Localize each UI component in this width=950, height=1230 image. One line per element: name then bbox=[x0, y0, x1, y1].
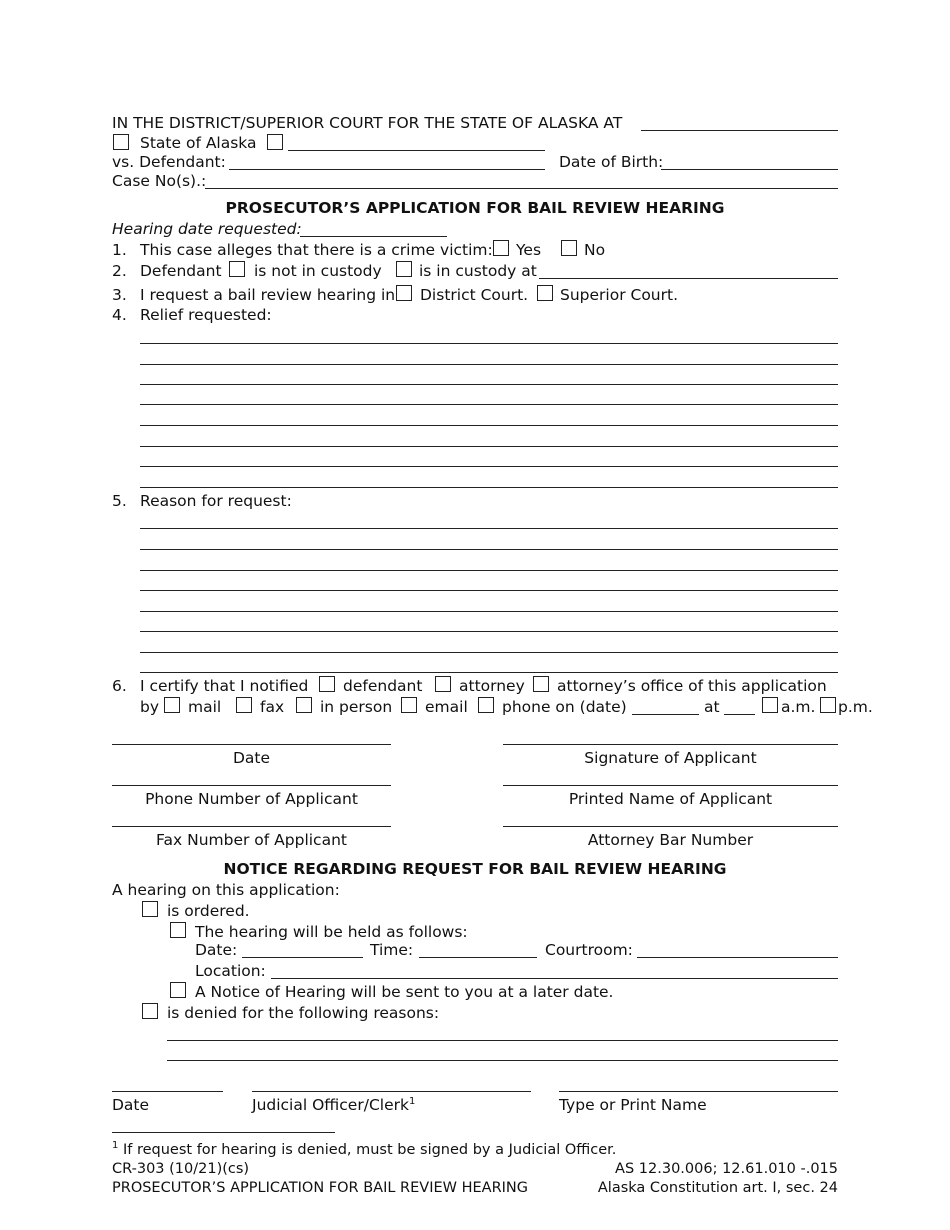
relief-line[interactable] bbox=[140, 364, 838, 365]
time-field[interactable] bbox=[724, 714, 755, 715]
printed-name-caption: Printed Name of Applicant bbox=[568, 790, 773, 808]
crime-victim-question: This case alleges that there is a crime victim: bbox=[140, 241, 493, 259]
is-ordered-checkbox[interactable] bbox=[142, 901, 158, 917]
item-number-6: 6. bbox=[112, 677, 127, 695]
am-checkbox[interactable] bbox=[762, 697, 778, 713]
judicial-officer-caption bbox=[252, 1096, 415, 1114]
by-fax-label: fax bbox=[260, 698, 285, 716]
bail-review-court-label: I request a bail review hearing in bbox=[140, 286, 396, 304]
relief-line[interactable] bbox=[140, 446, 838, 447]
court-line: IN THE DISTRICT/SUPERIOR COURT FOR THE STATE OF ALASKA AT bbox=[112, 114, 623, 132]
notice-title: NOTICE REGARDING REQUEST FOR BAIL REVIEW HEARING bbox=[223, 860, 727, 878]
by-mail-label: mail bbox=[188, 698, 222, 716]
printed-name-line[interactable] bbox=[503, 785, 838, 786]
date-of-birth-label: Date of Birth: bbox=[559, 153, 664, 171]
case-no-label: Case No(s).: bbox=[112, 172, 207, 190]
notified-attorney-office-label: attorney’s office of this application bbox=[557, 677, 827, 695]
item-number-3: 3. bbox=[112, 286, 127, 304]
is-denied-checkbox[interactable] bbox=[142, 1003, 158, 1019]
reason-line[interactable] bbox=[140, 528, 838, 529]
crime-victim-no-label: No bbox=[584, 241, 606, 259]
crime-victim-yes-label: Yes bbox=[516, 241, 542, 259]
later-notice-label: A Notice of Hearing will be sent to you at a later date. bbox=[195, 983, 614, 1001]
at-label: at bbox=[704, 698, 720, 716]
reason-line[interactable] bbox=[140, 611, 838, 612]
in-person-label: in person bbox=[320, 698, 393, 716]
location-label: Location: bbox=[195, 962, 266, 980]
notified-attorney-checkbox[interactable] bbox=[435, 676, 451, 692]
statute-reference: AS 12.30.006; 12.61.010 -.015 bbox=[615, 1161, 838, 1177]
form-title: PROSECUTOR’S APPLICATION FOR BAIL REVIEW HEARING bbox=[225, 199, 725, 217]
footnote-reference: 1 bbox=[408, 1095, 416, 1107]
custody-location-field[interactable] bbox=[539, 278, 838, 279]
in-custody-at-label: is in custody at bbox=[419, 262, 537, 280]
date-caption: Date bbox=[232, 749, 271, 767]
other-plaintiff-field[interactable] bbox=[288, 150, 545, 151]
not-in-custody-checkbox[interactable] bbox=[229, 261, 245, 277]
courtroom-label: Courtroom: bbox=[545, 941, 633, 959]
form-number: CR-303 (10/21)(cs) bbox=[112, 1161, 250, 1177]
later-notice-checkbox[interactable] bbox=[170, 982, 186, 998]
in-custody-checkbox[interactable] bbox=[396, 261, 412, 277]
notified-by-label: by bbox=[140, 698, 160, 716]
notified-attorney-label: attorney bbox=[459, 677, 525, 695]
by-mail-checkbox[interactable] bbox=[164, 697, 180, 713]
item-number-1: 1. bbox=[112, 241, 127, 259]
footnote-separator bbox=[112, 1132, 335, 1133]
denial-reason-line[interactable] bbox=[167, 1040, 838, 1041]
pm-checkbox[interactable] bbox=[820, 697, 836, 713]
in-person-checkbox[interactable] bbox=[296, 697, 312, 713]
defendant-custody-label: Defendant bbox=[140, 262, 222, 280]
bar-number-caption: Attorney Bar Number bbox=[587, 831, 754, 849]
footnote bbox=[112, 1141, 616, 1159]
bottom-date-line[interactable] bbox=[112, 1091, 223, 1092]
reason-line[interactable] bbox=[140, 590, 838, 591]
hearing-date-requested-field[interactable] bbox=[300, 236, 447, 237]
bar-number-line[interactable] bbox=[503, 826, 838, 827]
hearing-date-requested-label: Hearing date requested: bbox=[112, 220, 302, 238]
held-as-follows-label: The hearing will be held as follows: bbox=[195, 923, 468, 941]
reason-for-request-label: Reason for request: bbox=[140, 492, 292, 510]
held-as-follows-checkbox[interactable] bbox=[170, 922, 186, 938]
hearing-date-label: Date: bbox=[195, 941, 238, 959]
notified-defendant-checkbox[interactable] bbox=[319, 676, 335, 692]
case-no-field[interactable] bbox=[205, 188, 838, 189]
reason-line[interactable] bbox=[140, 549, 838, 550]
phone-on-date-label: phone on (date) bbox=[502, 698, 627, 716]
item-number-5: 5. bbox=[112, 492, 127, 510]
crime-victim-yes-checkbox[interactable] bbox=[493, 240, 509, 256]
notified-defendant-label: defendant bbox=[343, 677, 423, 695]
relief-line[interactable] bbox=[140, 384, 838, 385]
hearing-date-field[interactable] bbox=[242, 957, 363, 958]
signature-caption: Signature of Applicant bbox=[584, 749, 757, 767]
type-name-line[interactable] bbox=[559, 1091, 838, 1092]
pm-label: p.m. bbox=[838, 698, 873, 716]
hearing-time-label: Time: bbox=[370, 941, 414, 959]
state-of-alaska-label: State of Alaska bbox=[140, 134, 257, 152]
phone-number-line[interactable] bbox=[112, 785, 391, 786]
phone-number-caption: Phone Number of Applicant bbox=[145, 790, 358, 808]
superior-court-checkbox[interactable] bbox=[537, 285, 553, 301]
court-location-field[interactable] bbox=[641, 130, 838, 131]
judicial-officer-line[interactable] bbox=[252, 1091, 531, 1092]
not-in-custody-label: is not in custody bbox=[254, 262, 382, 280]
relief-line[interactable] bbox=[140, 425, 838, 426]
notified-attorney-office-checkbox[interactable] bbox=[533, 676, 549, 692]
relief-requested-label: Relief requested: bbox=[140, 306, 272, 324]
reason-line[interactable] bbox=[140, 672, 838, 673]
district-court-checkbox[interactable] bbox=[396, 285, 412, 301]
by-email-label: email bbox=[425, 698, 468, 716]
certify-notified-label: I certify that I notified bbox=[140, 677, 309, 695]
relief-line[interactable] bbox=[140, 487, 838, 488]
by-fax-checkbox[interactable] bbox=[236, 697, 252, 713]
hearing-time-field[interactable] bbox=[419, 957, 537, 958]
notice-intro: A hearing on this application: bbox=[112, 881, 340, 899]
constitution-reference: Alaska Constitution art. I, sec. 24 bbox=[597, 1180, 838, 1196]
other-plaintiff-checkbox[interactable] bbox=[267, 134, 283, 150]
relief-line[interactable] bbox=[140, 404, 838, 405]
defendant-name-field[interactable] bbox=[229, 169, 545, 170]
superior-court-label: Superior Court. bbox=[560, 286, 679, 304]
reason-line[interactable] bbox=[140, 652, 838, 653]
fax-number-line[interactable] bbox=[112, 826, 391, 827]
footnote-mark: 1 bbox=[112, 1140, 119, 1152]
by-phone-checkbox[interactable] bbox=[478, 697, 494, 713]
date-signature-line[interactable] bbox=[112, 744, 391, 745]
is-denied-label: is denied for the following reasons: bbox=[167, 1004, 440, 1022]
footnote-text: If request for hearing is denied, must be signed by a Judicial Officer. bbox=[118, 1142, 617, 1158]
applicant-signature-line[interactable] bbox=[503, 744, 838, 745]
courtroom-field[interactable] bbox=[637, 957, 838, 958]
am-label: a.m. bbox=[781, 698, 816, 716]
is-ordered-label: is ordered. bbox=[167, 902, 250, 920]
denial-reason-line[interactable] bbox=[167, 1060, 838, 1061]
defendant-label: vs. Defendant: bbox=[112, 153, 226, 171]
reason-line[interactable] bbox=[140, 631, 838, 632]
reason-line[interactable] bbox=[140, 570, 838, 571]
footer-form-title: PROSECUTOR’S APPLICATION FOR BAIL REVIEW HEARING bbox=[112, 1180, 529, 1196]
location-field[interactable] bbox=[271, 978, 838, 979]
by-email-checkbox[interactable] bbox=[401, 697, 417, 713]
phone-date-field[interactable] bbox=[632, 714, 699, 715]
item-number-4: 4. bbox=[112, 306, 127, 324]
relief-line[interactable] bbox=[140, 343, 838, 344]
judicial-officer-text: Judicial Officer/Clerk bbox=[252, 1096, 409, 1114]
fax-number-caption: Fax Number of Applicant bbox=[156, 831, 347, 849]
date-of-birth-field[interactable] bbox=[661, 169, 838, 170]
state-of-alaska-checkbox[interactable] bbox=[113, 134, 129, 150]
type-name-caption: Type or Print Name bbox=[559, 1096, 707, 1114]
item-number-2: 2. bbox=[112, 262, 127, 280]
crime-victim-no-checkbox[interactable] bbox=[561, 240, 577, 256]
district-court-label: District Court. bbox=[420, 286, 529, 304]
relief-line[interactable] bbox=[140, 466, 838, 467]
bottom-date-caption: Date bbox=[112, 1096, 150, 1114]
